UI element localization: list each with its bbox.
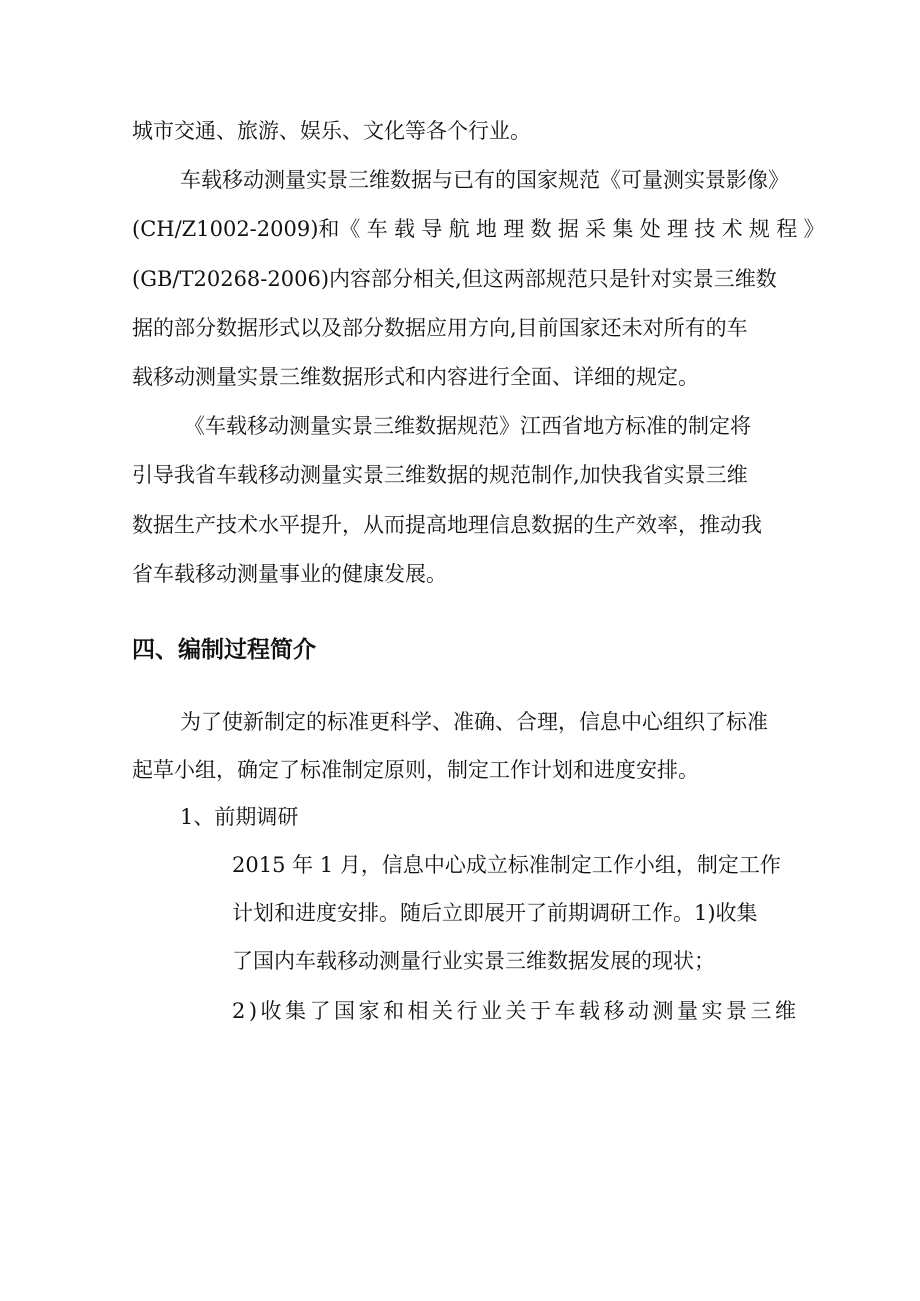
paragraph-line: 城市交通、旅游、娱乐、文化等各个行业。 [132,119,531,143]
paragraph-line: 《车载移动测量实景三维数据规范》江西省地方标准的制定将 [184,414,751,438]
paragraph-line: 2015 年 1 月，信息中心成立标准制定工作小组，制定工作 [232,853,781,877]
section-heading: 四、编制过程简介 [132,637,316,663]
paragraph-line: 数据生产技术水平提升，从而提高地理信息数据的生产效率，推动我 [132,513,762,537]
paragraph-line [132,214,831,244]
paragraph-line: 计划和进度安排。随后立即展开了前期调研工作。1)收集 [232,901,758,925]
paragraph-line: 引导我省车载移动测量实景三维数据的规范制作,加快我省实景三维 [132,463,748,487]
standard-title: 《车载导航地理数据采集处理技术规程》 [339,217,831,241]
paragraph-line: 省车载移动测量事业的健康发展。 [132,562,447,586]
paragraph-line: 2)收集了国家和相关行业关于车载移动测量实景三维 [232,999,800,1023]
subsection-heading: 1、前期调研 [180,805,299,829]
paragraph-line: (GB/T20268-2006)内容部分相关,但这两部规范只是针对实景三维数 [132,267,777,291]
text-fragment: 和 [318,217,340,241]
paragraph-line: 了国内车载移动测量行业实景三维数据发展的现状； [232,949,715,973]
paragraph-line: 载移动测量实景三维数据形式和内容进行全面、详细的规定。 [132,365,699,389]
paragraph-line: 据的部分数据形式以及部分数据应用方向,目前国家还未对所有的车 [132,316,748,340]
paragraph-line: 起草小组，确定了标准制定原则，制定工作计划和进度安排。 [132,758,699,782]
paragraph-line: 车载移动测量实景三维数据与已有的国家规范《可量测实景影像》 [180,168,789,192]
paragraph-line: 为了使新制定的标准更科学、准确、合理，信息中心组织了标准 [180,710,768,734]
standard-code: (CH/Z1002-2009) [132,217,319,241]
